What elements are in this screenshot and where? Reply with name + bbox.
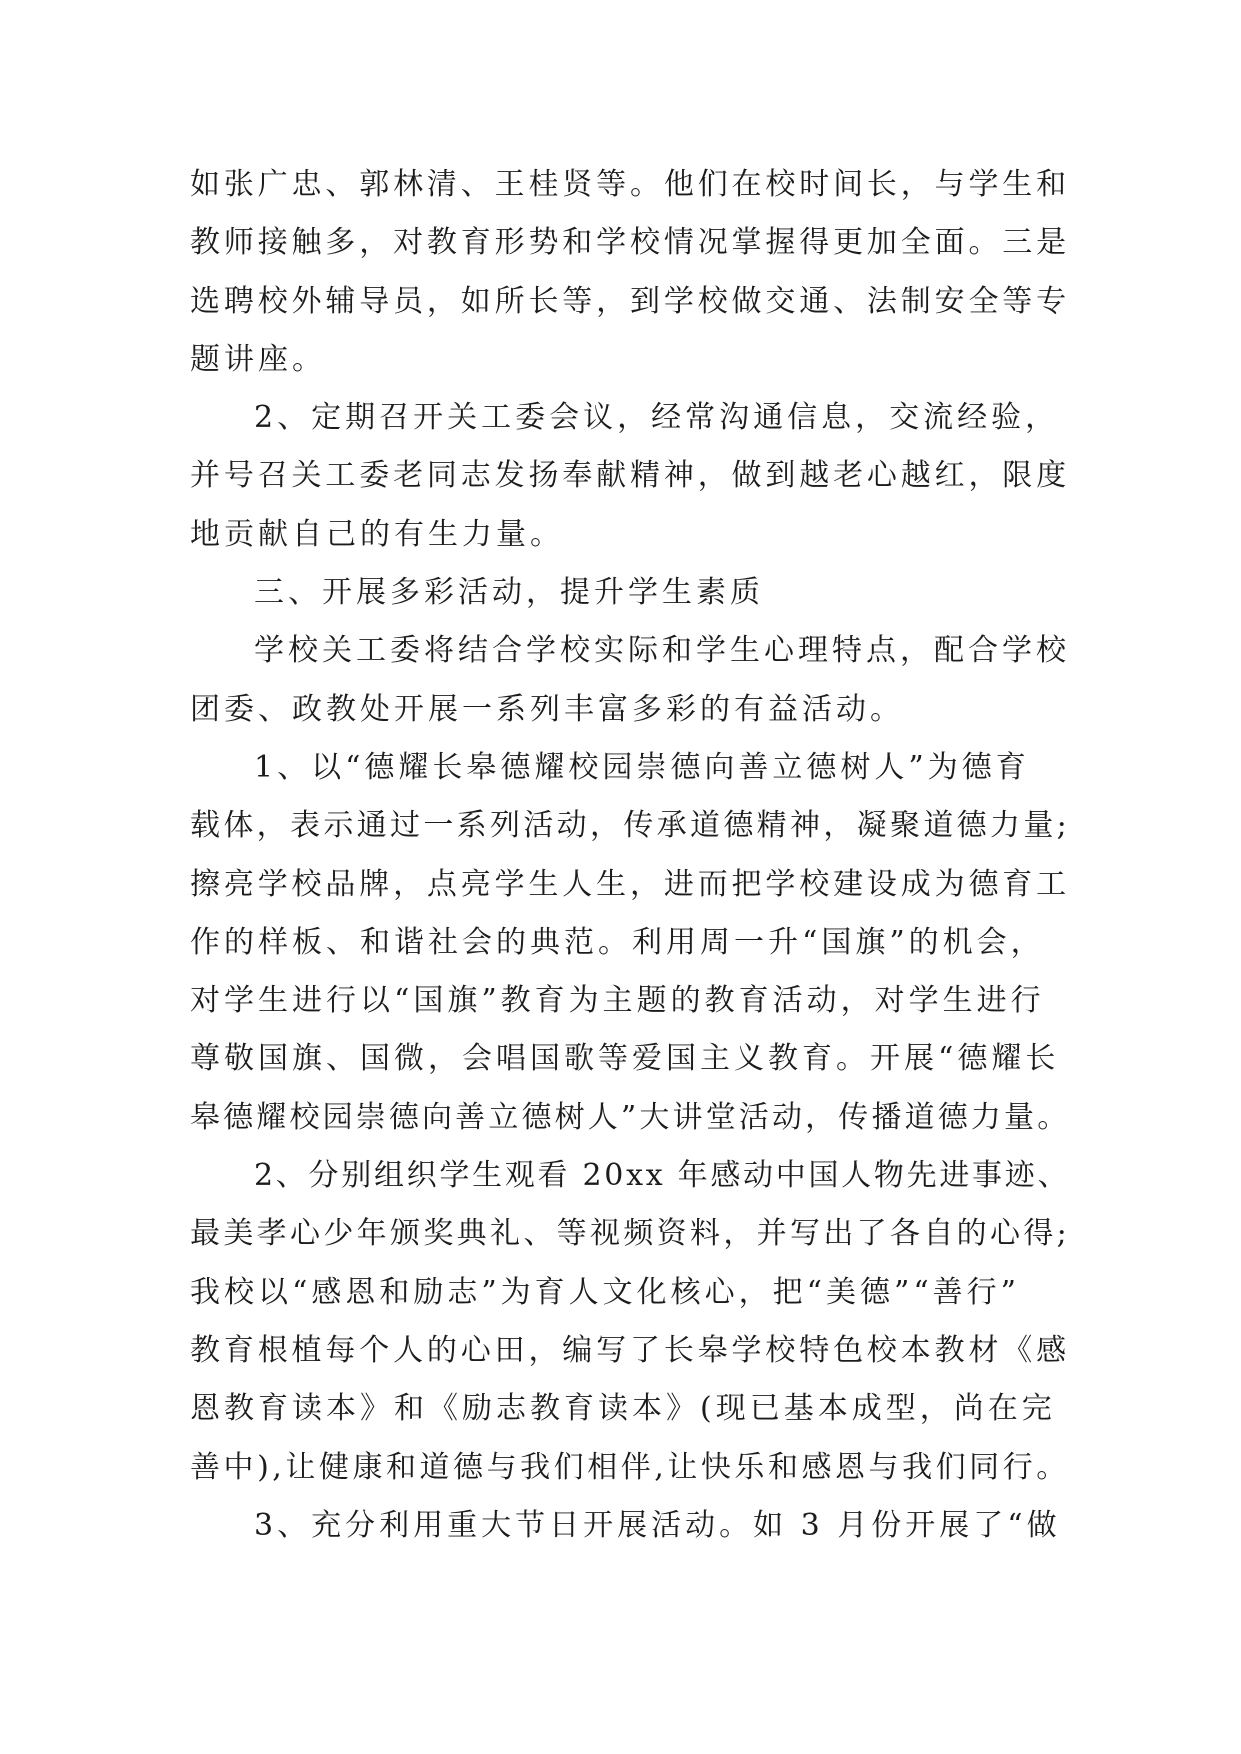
text-line: 地贡献自己的有生力量。	[190, 516, 564, 552]
text-line: 三、开展多彩活动，提升学生素质	[254, 575, 764, 611]
text-line: 题讲座。	[190, 341, 326, 377]
text-line: 并号召关工委老同志发扬奉献精神，做到越老心越红，限度	[190, 458, 1070, 494]
text-line: 2、定期召开关工委会议，经常沟通信息，交流经验，	[254, 400, 1060, 436]
text-line: 教育根植每个人的心田，编写了长皋学校特色校本教材《感	[190, 1332, 1070, 1368]
text-line: 如张广忠、郭林清、王桂贤等。他们在校时间长，与学生和	[190, 167, 1070, 202]
text-line: 团委、政教处开展一系列丰富多彩的有益活动。	[190, 691, 904, 727]
document-body	[190, 156, 1070, 1555]
text-line: 作的样板、和谐社会的典范。利用周一升“国旗”的机会，	[190, 924, 1045, 960]
text-line: 善中),让健康和道德与我们相伴,让快乐和感恩与我们同行。	[190, 1449, 1070, 1485]
text-line: 教师接触多，对教育形势和学校情况掌握得更加全面。三是	[190, 225, 1070, 261]
text-line: 学校关工委将结合学校实际和学生心理特点，配合学校	[254, 633, 1070, 669]
text-line: 最美孝心少年颁奖典礼、等视频资料，并写出了各自的心得;	[190, 1216, 1071, 1252]
text-line: 我校以“感恩和励志”为育人文化核心，把“美德”“善行”	[190, 1274, 1021, 1310]
text-line: 尊敬国旗、国微，会唱国歌等爱国主义教育。开展“德耀长	[190, 1041, 1060, 1077]
text-line: 恩教育读本》和《励志教育读本》(现已基本成型，尚在完	[190, 1391, 1056, 1427]
text-line: 对学生进行以“国旗”教育为主题的教育活动，对学生进行	[190, 983, 1045, 1019]
text-line: 皋德耀校园崇德向善立德树人”大讲堂活动，传播道德力量。	[190, 1099, 1071, 1135]
text-line: 选聘校外辅导员，如所长等，到学校做交通、法制安全等专	[190, 283, 1070, 319]
text-line: 2、分别组织学生观看 20xx 年感动中国人物先进事迹、	[254, 1158, 1071, 1194]
text-line: 擦亮学校品牌，点亮学生人生，进而把学校建设成为德育工	[190, 866, 1070, 902]
text-line: 1、以“德耀长皋德耀校园崇德向善立德树人”为德育	[254, 749, 1030, 785]
text-line: 载体，表示通过一系列活动，传承道德精神，凝聚道德力量;	[190, 808, 1071, 844]
text-line: 3、充分利用重大节日开展活动。如 3 月份开展了“做	[254, 1507, 1061, 1543]
